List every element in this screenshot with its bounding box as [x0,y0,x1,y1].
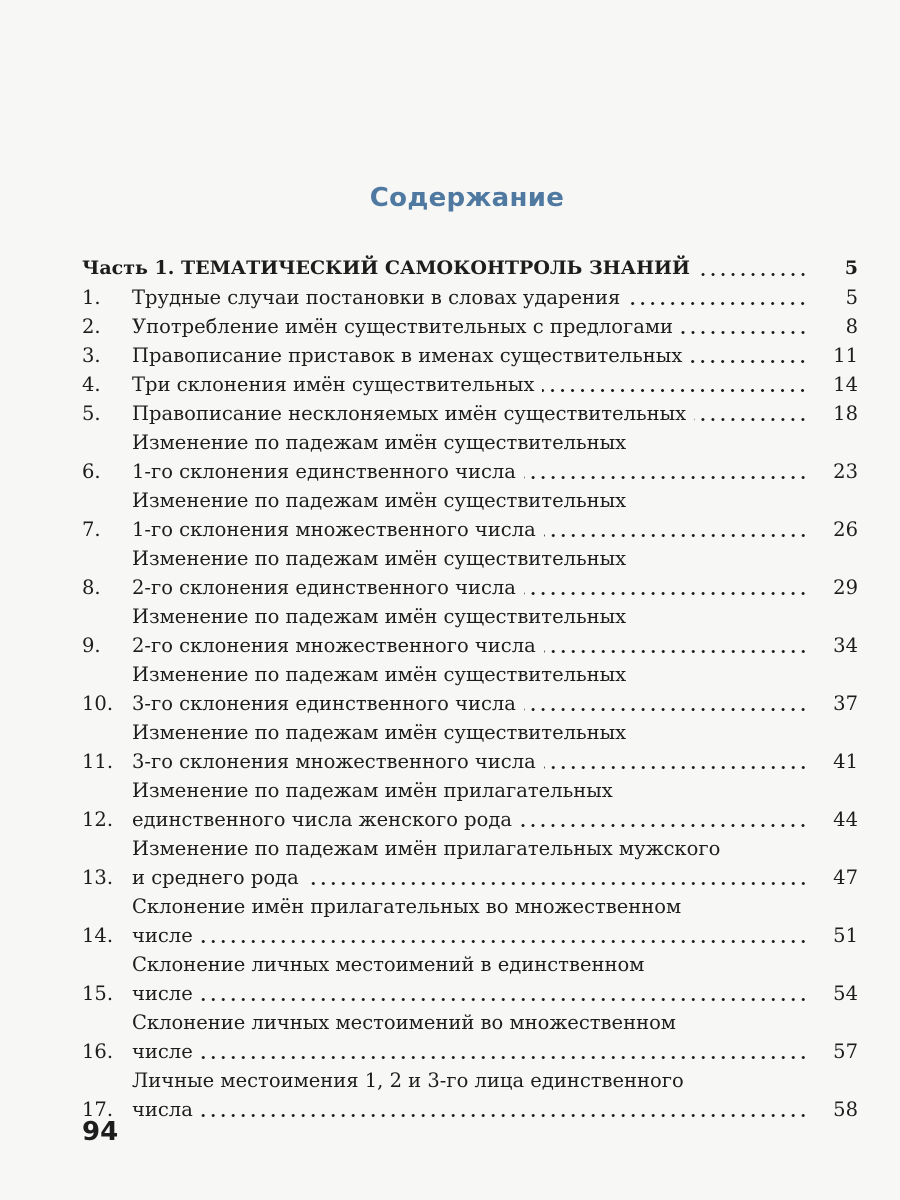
dot-leader [544,650,808,653]
dot-leader [544,766,808,769]
dot-leader [690,360,808,363]
entry-page-number: 57 [833,1040,858,1063]
entry-title: Изменение по падежам имён существительных [132,547,627,570]
toc-entry [82,341,858,370]
toc-entry [82,718,858,776]
entry-page-number: 37 [833,692,858,715]
entry-number: 16. [82,1040,114,1063]
toc-entry [82,1066,858,1124]
entry-title: числе [132,1040,193,1063]
toc-entry [82,283,858,312]
entry-title: Личные местоимения 1, 2 и 3-го лица единственного [132,1069,684,1092]
dot-leader [201,1114,808,1117]
page-folio: 94 [82,1117,119,1147]
entry-title: единственного числа женского рода [132,808,513,831]
toc-entry [82,892,858,950]
entry-number: 7. [82,518,101,541]
entry-title: Изменение по падежам имён существительных [132,663,627,686]
entry-number: 14. [82,924,114,947]
entry-number: 10. [82,692,114,715]
entry-page-number: 47 [833,866,858,889]
dot-leader [544,534,808,537]
entry-number: 9. [82,634,101,657]
entry-title: 3-го склонения множественного числа [132,750,536,773]
dot-leader [520,824,808,827]
toc-entry [82,602,858,660]
entry-page-number: 41 [833,750,858,773]
toc-entry [82,834,858,892]
entry-title: Изменение по падежам имён существительных [132,431,627,454]
dot-leader [524,592,808,595]
entry-title: 2-го склонения единственного числа [132,576,516,599]
entry-title: Изменение по падежам имён существительных [132,605,627,628]
toc-entry [82,486,858,544]
entry-title: числа [132,1098,193,1121]
part-label: Часть 1. ТЕМАТИЧЕСКИЙ САМОКОНТРОЛЬ ЗНАНИЙ [82,257,690,279]
entry-number: 1. [82,286,101,309]
dot-leader [681,331,808,334]
entry-page-number: 44 [833,808,858,831]
entry-number: 11. [82,750,114,773]
entry-number: 2. [82,315,101,338]
entry-title: 3-го склонения единственного числа [132,692,516,715]
entry-number: 6. [82,460,101,483]
entry-page-number: 34 [833,634,858,657]
dot-leader [201,1056,808,1059]
entry-title: числе [132,982,193,1005]
entry-page-number: 26 [833,518,858,541]
entry-title: Употребление имён существительных с предлогами [132,315,674,338]
toc-entry [82,370,858,399]
entry-title: и среднего рода [132,866,299,889]
dot-leader [694,418,808,421]
entry-title: Трудные случаи постановки в словах ударения [132,286,621,309]
entry-title: Правописание несклоняемых имён существительных [132,402,687,425]
entry-page-number: 58 [833,1098,858,1121]
table-of-contents [82,254,858,1124]
entry-title: Изменение по падежам имён существительных [132,489,627,512]
dot-leader [201,940,808,943]
entry-number: 15. [82,982,114,1005]
entry-title: Изменение по падежам имён прилагательных мужского [132,837,721,860]
entry-title: Три склонения имён существительных [132,373,535,396]
dot-leader [201,998,808,1001]
entry-number: 3. [82,344,101,367]
entry-title: Склонение имён прилагательных во множественном [132,895,682,918]
toc-entry [82,428,858,486]
toc-entry [82,776,858,834]
entry-page-number: 18 [833,402,858,425]
entry-title: Склонение личных местоимений в единственном [132,953,645,976]
toc-entry [82,660,858,718]
dot-leader [542,389,808,392]
toc-entry [82,399,858,428]
entry-number: 8. [82,576,101,599]
dot-leader [307,882,808,885]
entry-number: 5. [82,402,101,425]
entry-number: 4. [82,373,101,396]
entry-title: числе [132,924,193,947]
entry-title: 1-го склонения множественного числа [132,518,536,541]
toc-part-row [82,254,858,283]
entry-title: Правописание приставок в именах существительных [132,344,683,367]
entry-page-number: 54 [833,982,858,1005]
dot-leader [628,302,808,305]
toc-entry [82,312,858,341]
entry-page-number: 8 [845,315,858,338]
entry-title: Склонение личных местоимений во множественном [132,1011,676,1034]
entry-title: 1-го склонения единственного числа [132,460,516,483]
entry-page-number: 14 [833,373,858,396]
part-page-number: 5 [844,257,858,279]
dot-leader [524,476,808,479]
entry-title: Изменение по падежам имён прилагательных [132,779,613,802]
toc-entries [82,283,858,1124]
entry-page-number: 23 [833,460,858,483]
entry-number: 12. [82,808,114,831]
toc-entry [82,950,858,1008]
entry-title: Изменение по падежам имён существительных [132,721,627,744]
entry-page-number: 11 [833,344,858,367]
dot-leader [524,708,808,711]
entry-number: 17. [82,1098,114,1121]
page-title: Содержание [369,183,565,213]
entry-page-number: 5 [845,286,858,309]
entry-number: 13. [82,866,114,889]
entry-page-number: 51 [833,924,858,947]
entry-page-number: 29 [833,576,858,599]
entry-title: 2-го склонения множественного числа [132,634,536,657]
dot-leader [698,273,808,276]
toc-entry [82,544,858,602]
toc-entry [82,1008,858,1066]
